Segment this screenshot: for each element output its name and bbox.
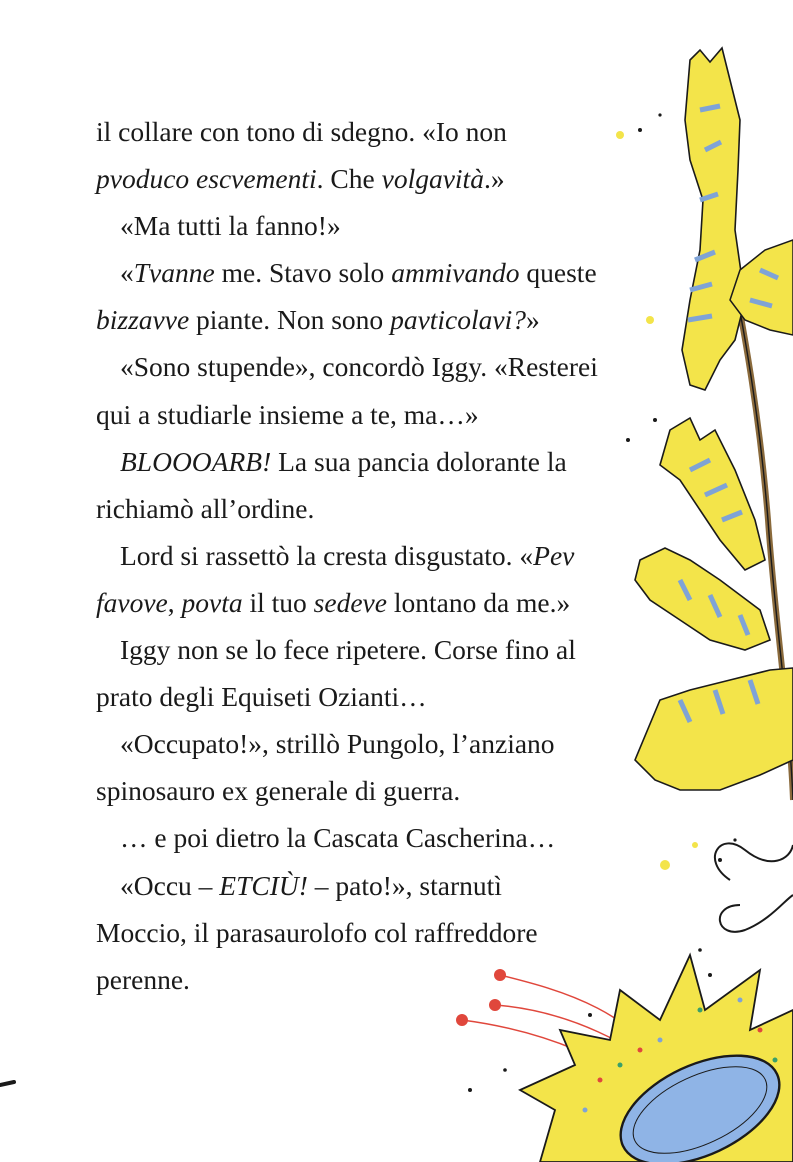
text-segment: prato degli Equiseti Ozianti… [96, 681, 427, 713]
text-segment: «Occupato!», strillò Pungolo, l’anziano [120, 728, 555, 760]
italic-text: sedeve [313, 586, 387, 618]
text-segment: qui a studiarle insieme a te, ma…» [96, 398, 479, 430]
italic-text: bizzavve [96, 304, 190, 336]
text-segment: « [120, 257, 134, 289]
text-segment: . Che [316, 163, 382, 195]
text-segment: me. Stavo solo [214, 257, 392, 289]
text-segment: .» [483, 163, 505, 195]
italic-text: pavticolavi? [390, 304, 526, 336]
italic-text: ETCIÙ! [219, 869, 308, 901]
text-segment: queste [519, 257, 597, 289]
text-segment: «Sono stupende», concordò Iggy. «Resterei [120, 351, 598, 383]
spiky-bulb [520, 955, 793, 1162]
italic-text: Tvanne [133, 257, 215, 289]
text-segment: » [526, 304, 540, 336]
text-segment: «Occu – [120, 869, 220, 901]
bottom-petal [635, 668, 793, 790]
italic-text: favove [96, 586, 168, 618]
italic-text: volgavità [381, 163, 484, 195]
text-segment: , [167, 586, 182, 618]
edge-stroke [0, 1082, 14, 1085]
text-segment: Moccio, il parasaurolofo col raffreddore [96, 916, 538, 948]
text-segment: il collare con tono di sdegno. «Io non [96, 116, 507, 147]
text-segment: spinosauro ex generale di guerra. [96, 775, 461, 807]
text-segment: richiamò all’ordine. [96, 492, 315, 524]
left-petal-middle [660, 418, 765, 570]
text-segment: … e poi dietro la Cascata Cascherina… [120, 822, 556, 854]
italic-text: pvoduco escvementi [96, 163, 317, 195]
text-segment: perenne. [96, 963, 190, 995]
text-segment: – pato!», starnutì [307, 869, 502, 901]
text-segment: piante. Non sono [189, 304, 391, 336]
italic-text: povta [181, 586, 243, 618]
text-segment: Iggy non se lo fece ripetere. Corse fino al [120, 634, 576, 666]
text-segment: il tuo [242, 586, 314, 618]
text-segment: «Ma tutti la fanno!» [120, 210, 341, 242]
italic-text: BLOOOARB! [120, 445, 272, 477]
italic-text: Pev [533, 539, 575, 571]
italic-text: ammivando [391, 257, 520, 289]
text-segment: Lord si rassettò la cresta disgustato. « [120, 539, 534, 571]
text-segment: La sua pancia dolorante la [271, 445, 567, 477]
top-petal [682, 48, 745, 390]
text-segment: lontano da me.» [386, 586, 571, 618]
